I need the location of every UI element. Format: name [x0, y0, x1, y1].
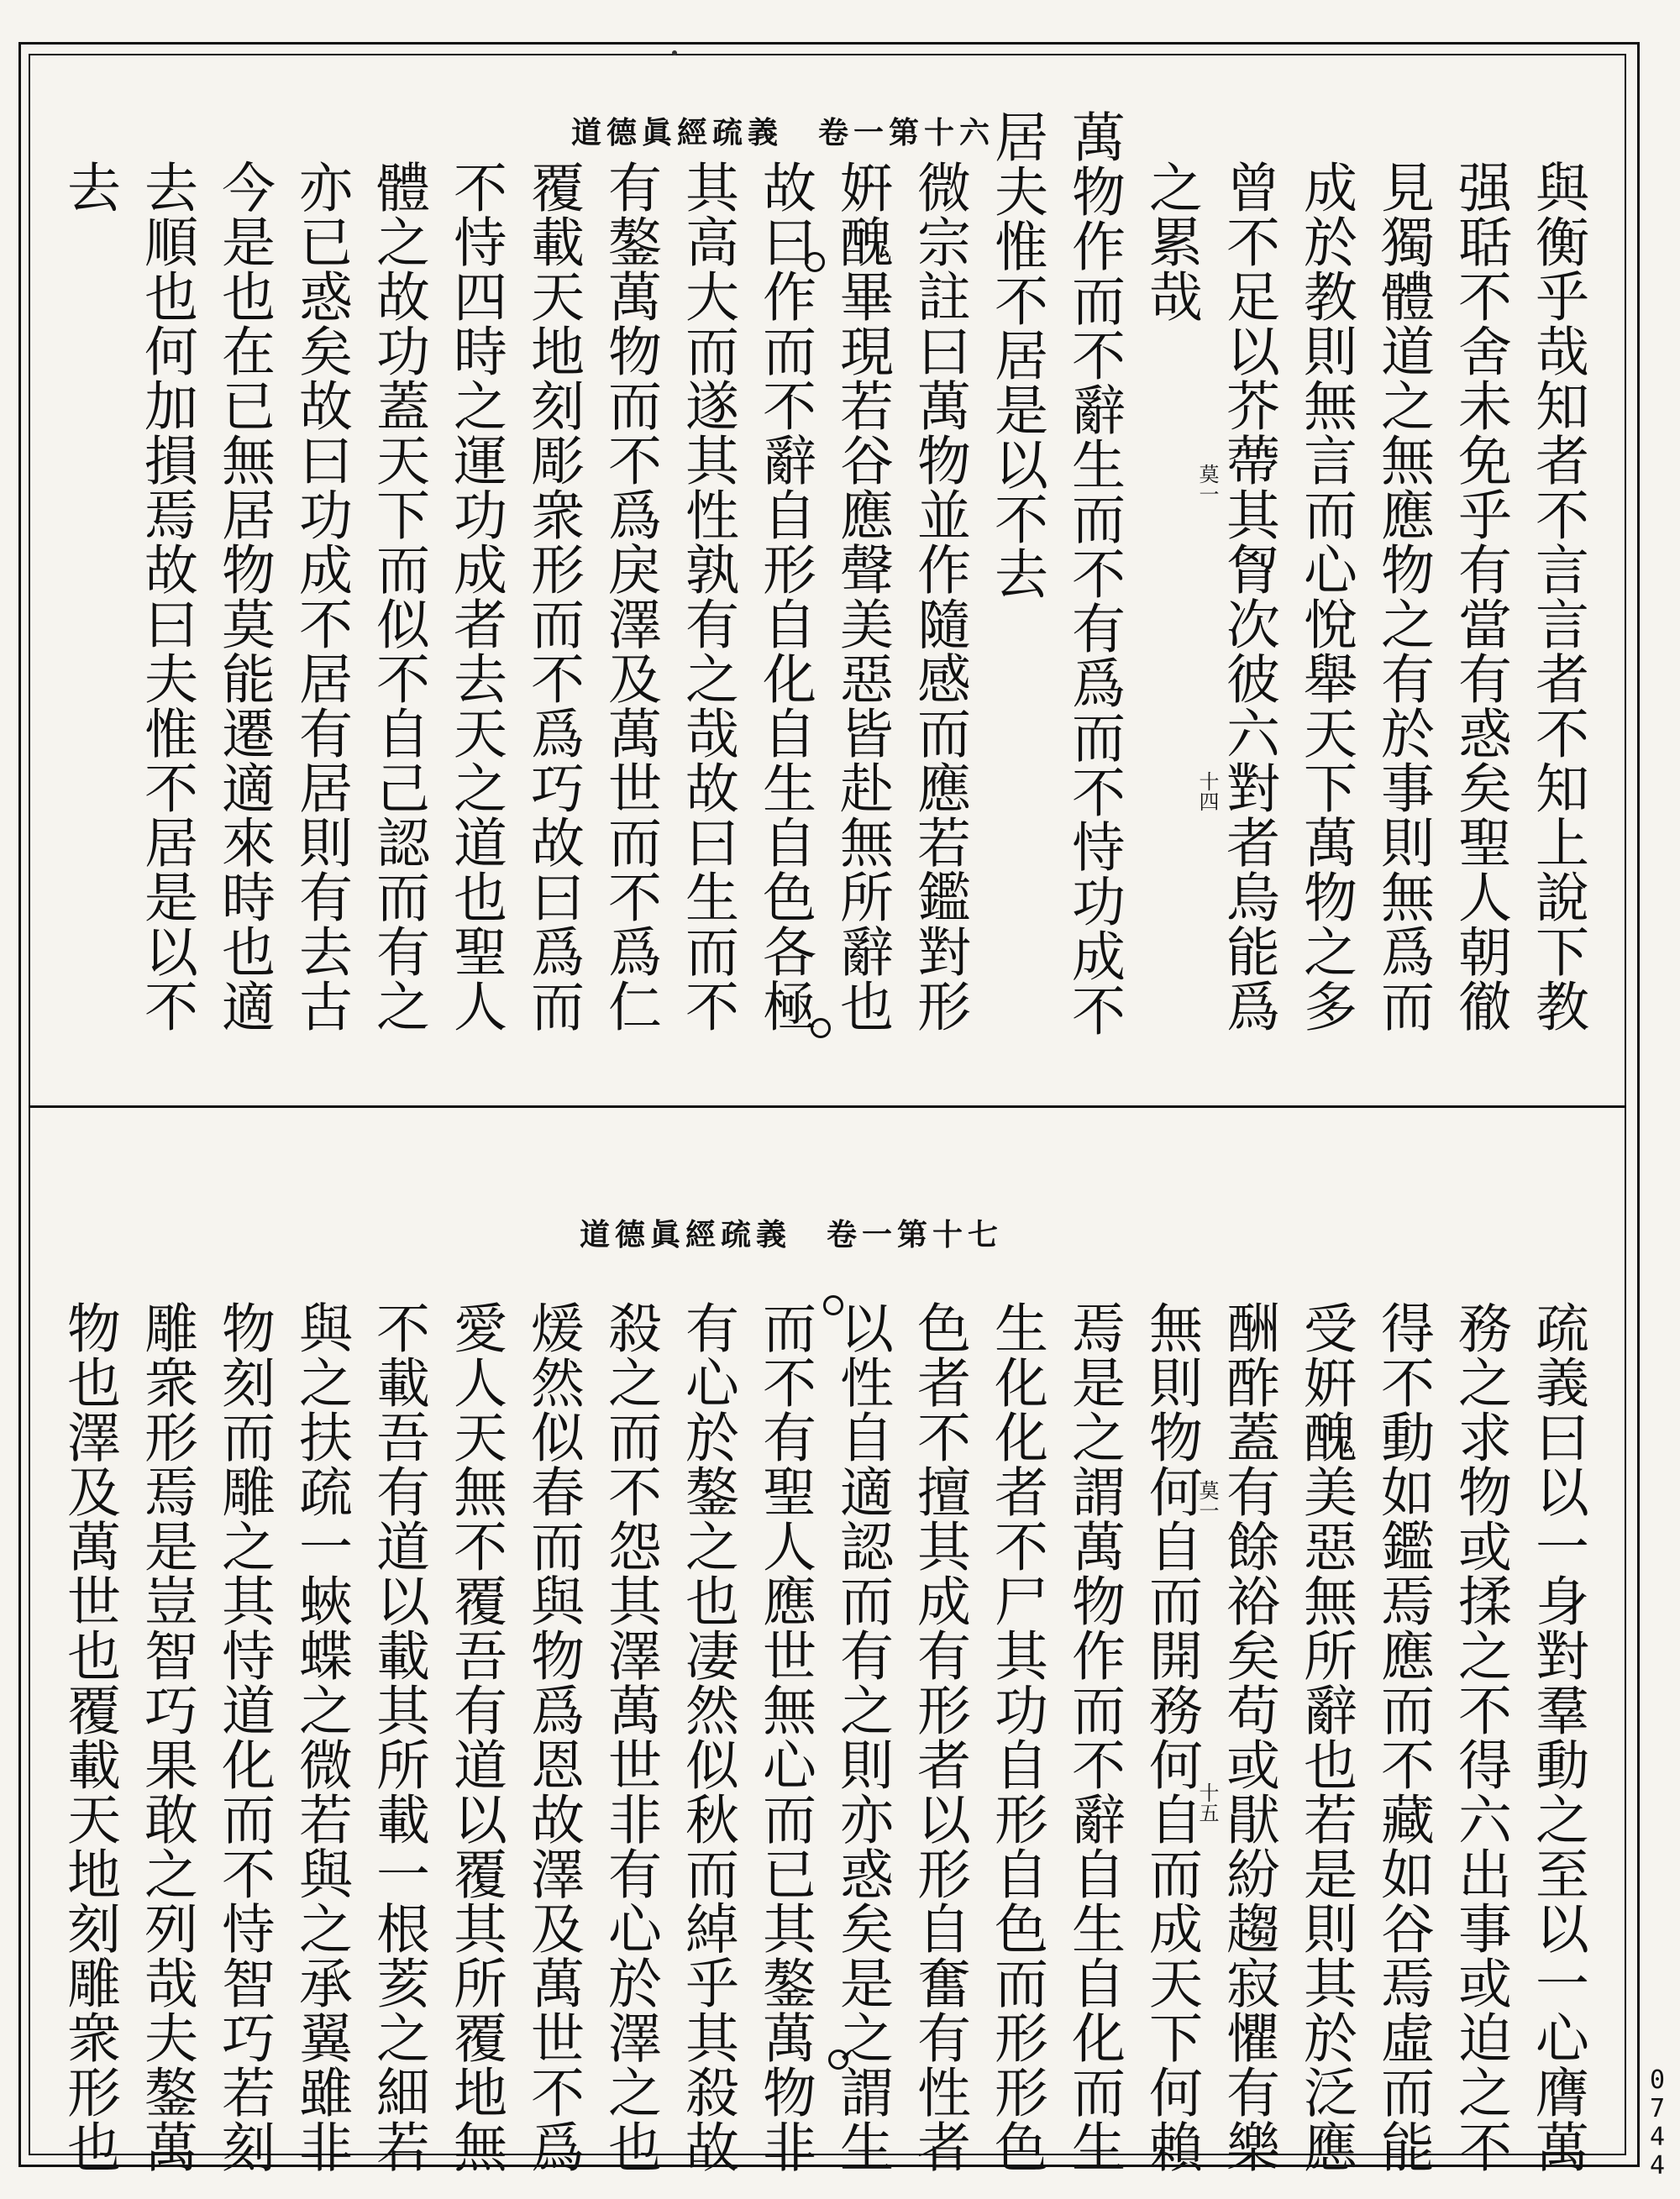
page-number-digit-2: 7 — [1649, 2094, 1666, 2123]
top-col-16: 體之故功蓋天下而似不自己認而有之 — [367, 160, 429, 1033]
page-number-digit-1: 0 — [1649, 2065, 1666, 2095]
page-number — [1645, 2066, 1670, 2181]
top-col-20: 去 — [58, 160, 120, 214]
bottom-col-10: 以性自適認而有之則亦惑矣是之謂生 — [831, 1300, 893, 2174]
top-col-13: 有鏊萬物而不爲戾澤及萬世而不爲仁 — [599, 160, 661, 1033]
top-col-12: 其高大而遂其性孰有之哉故曰生而不 — [676, 160, 738, 1033]
bottom-col-12: 有心於鏊之也凄然似秋而綽乎其殺故 — [676, 1300, 738, 2174]
top-col-15: 不恃四時之運功成者去天之道也聖人 — [444, 160, 507, 1033]
bottom-note-2: 十五 — [1195, 1782, 1219, 1823]
bottom-col-19: 雕衆形焉是豈智巧果敢之列哉夫鏊萬 — [135, 1300, 197, 2174]
bottom-col-15: 愛人天無不覆吾有道以覆其所覆地無 — [444, 1300, 507, 2174]
top-col-6: 之累哉 — [1140, 160, 1202, 323]
top-col-7: 萬物作而不辭生而不有爲而不恃功成不 — [1063, 109, 1125, 1037]
top-col-5: 曾不足以芥蔕其胷次彼六對者烏能爲 — [1217, 160, 1279, 1033]
bottom-col-11: 而不有聖人應世無心而已其鏊萬物非 — [753, 1300, 816, 2174]
bottom-col-9: 色者不擅其成有形者以形自奮有性者 — [908, 1300, 970, 2174]
bottom-col-20: 物也澤及萬世也覆載天地刻雕衆形也 — [58, 1300, 120, 2174]
bottom-col-17: 與之扶疏一蛺蝶之微若與之承翼雖非 — [290, 1300, 352, 2174]
bottom-col-8: 生化化者不尸其功自形自色而形形色 — [985, 1300, 1047, 2174]
top-circle-mark-1 — [805, 252, 825, 272]
bottom-col-16: 不載吾有道以載其所載一根荄之細若 — [367, 1300, 429, 2174]
bottom-col-4: 受姸醜美惡無所辭也若是則其於泛應 — [1294, 1300, 1357, 2174]
top-col-1: 與衡乎哉知者不言言者不知上說下教 — [1526, 160, 1588, 1033]
bottom-col-5: 酬酢蓋有餘裕矣苟或猒紛趨寂懼有樂 — [1217, 1300, 1279, 2174]
top-col-11: 故曰作而不辭自形自化自生自色各極 — [753, 160, 816, 1033]
top-col-19: 去順也何加損焉故曰夫惟不居是以不 — [135, 160, 197, 1033]
bottom-header: 道德眞經疏義 卷一第十七 — [580, 1217, 1004, 1252]
top-col-4: 成於教則無言而心悅舉天下萬物之多 — [1294, 160, 1357, 1033]
bottom-circle-mark-2 — [828, 2049, 848, 2070]
bottom-circle-mark-1 — [823, 1295, 843, 1315]
bottom-col-7: 焉是之謂萬物作而不辭自生自化而生 — [1063, 1300, 1125, 2174]
bottom-note-1: 莫一 — [1195, 1480, 1219, 1520]
top-col-2: 强聒不舍未免乎有當有惑矣聖人朝徹 — [1449, 160, 1511, 1033]
top-col-10: 姸醜畢現若谷應聲美惡皆赴無所辭也 — [831, 160, 893, 1033]
top-col-17: 亦已惑矣故曰功成不居有居則有去古 — [290, 160, 352, 1033]
bottom-col-6: 無則物何自而開務何自而成天下何賴 — [1140, 1300, 1202, 2174]
top-col-3: 見獨體道之無應物之有於事則無爲而 — [1372, 160, 1434, 1033]
top-header: 道德眞經疏義 卷一第十六 — [571, 115, 995, 150]
bottom-col-1: 疏義曰以一身對羣動之至以一心膺萬 — [1526, 1300, 1588, 2174]
top-circle-mark-2 — [811, 1018, 831, 1038]
bottom-col-3: 得不動如鑑焉應而不藏如谷焉虛而能 — [1372, 1300, 1434, 2174]
page-number-digit-4: 4 — [1649, 2151, 1666, 2181]
top-col-8: 居夫惟不居是以不去 — [985, 109, 1047, 601]
top-col-9: 微宗註曰萬物並作隨感而應若鑑對形 — [908, 160, 970, 1033]
bottom-col-2: 務之求物或揉之不得六出事或迫之不 — [1449, 1300, 1511, 2174]
bottom-col-14: 煖然似春而與物爲恩故澤及萬世不爲 — [522, 1300, 584, 2174]
top-col-18: 今是也在已無居物莫能遷適來時也適 — [213, 160, 275, 1033]
bottom-col-18: 物刻而雕之其恃道化而不恃智巧若刻 — [213, 1300, 275, 2174]
page-number-digit-3: 4 — [1649, 2123, 1666, 2152]
top-note-1: 莫一 — [1195, 464, 1219, 504]
top-note-2: 十四 — [1195, 771, 1219, 811]
bottom-col-13: 殺之而不怨其澤萬世非有心於澤之也 — [599, 1300, 661, 2174]
top-col-14: 覆載天地刻彫衆形而不爲巧故曰爲而 — [522, 160, 584, 1033]
